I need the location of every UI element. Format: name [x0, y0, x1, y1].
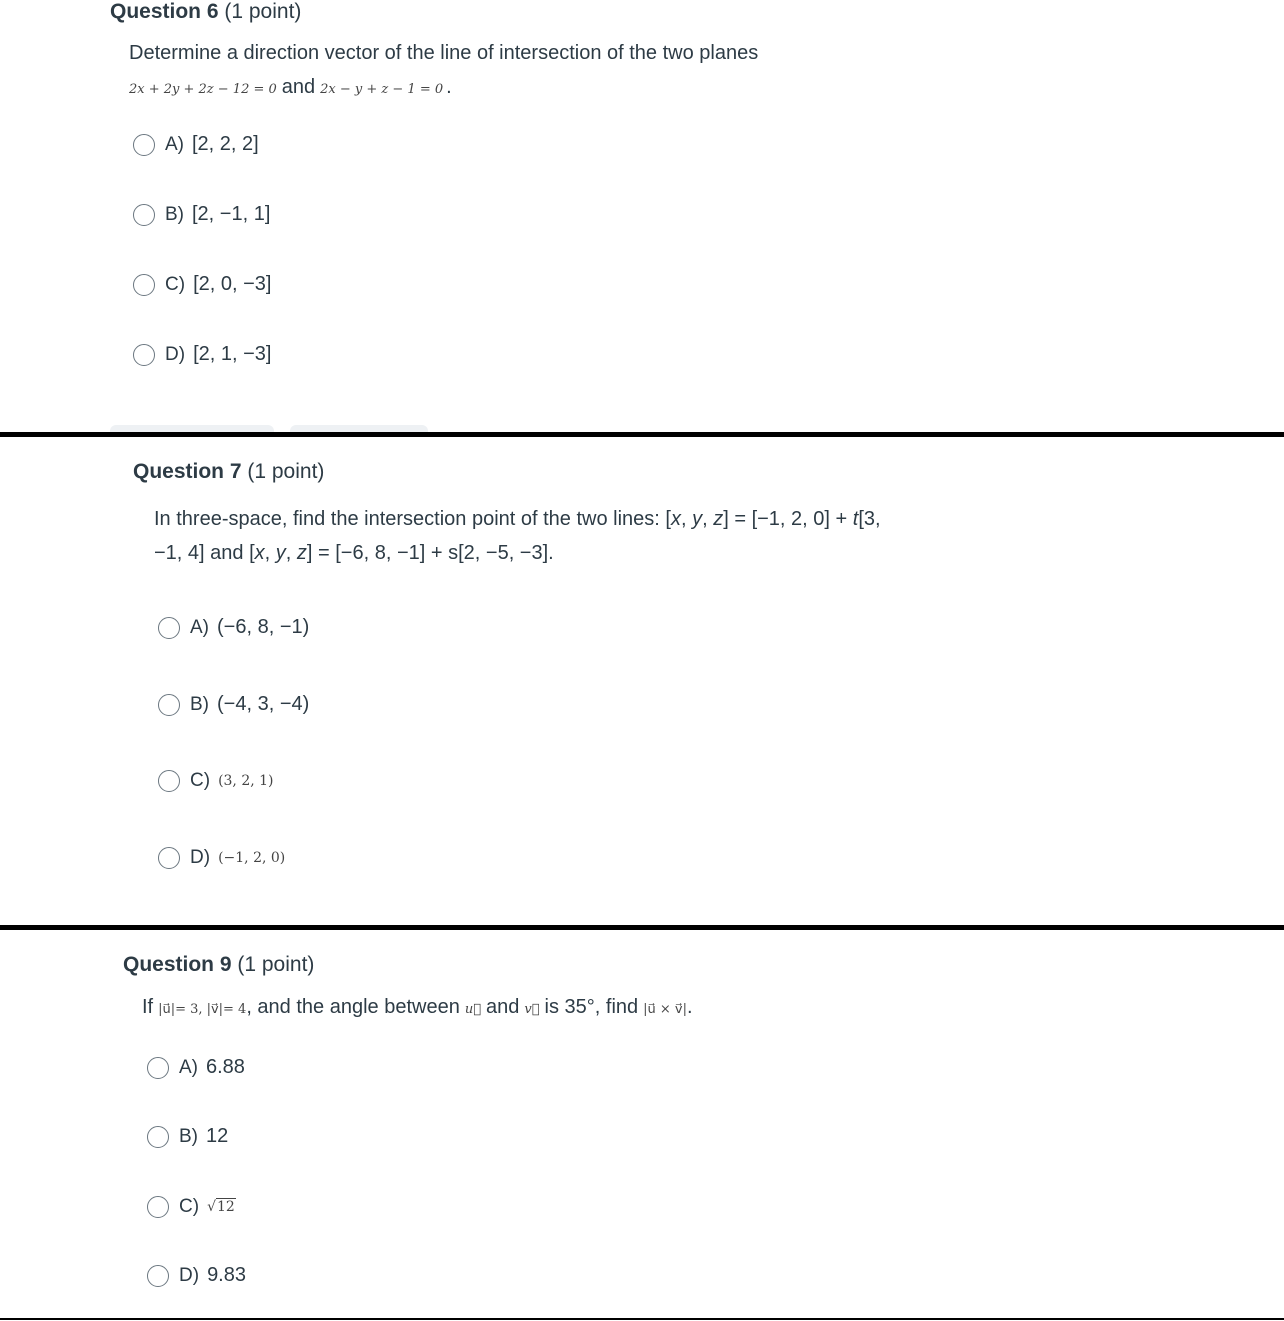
option-letter: B)	[190, 693, 209, 715]
section-divider	[0, 432, 1284, 437]
radio-button[interactable]	[147, 1057, 169, 1079]
q9-v-magnitude: |v⃗|= 4	[206, 1002, 247, 1017]
radio-button[interactable]	[147, 1196, 169, 1218]
option-letter: D)	[179, 1264, 200, 1286]
q7-var: x	[670, 508, 681, 530]
q9-u-magnitude: |u⃗|= 3,	[158, 1002, 203, 1017]
q6-prompt	[129, 36, 758, 70]
sqrt-symbol: √	[207, 1199, 216, 1215]
q6-equations	[129, 70, 452, 104]
q7-prompt-line2	[154, 536, 1034, 570]
q9-mid-text: , and the angle between	[246, 996, 460, 1018]
q9-v-vector: v⃗	[524, 1002, 540, 1017]
option-value: 12	[206, 1125, 229, 1147]
option-value: (−6, 8, −1)	[217, 616, 310, 638]
radio-button[interactable]	[158, 617, 180, 639]
q9-option-c[interactable]	[147, 1196, 236, 1218]
radio-button[interactable]	[158, 694, 180, 716]
q7-var: y	[275, 542, 286, 564]
q7-option-a[interactable]	[158, 616, 309, 639]
q7-var: y	[692, 508, 703, 530]
radio-button[interactable]	[147, 1126, 169, 1148]
q9-tail-text: is 35°, find	[544, 996, 639, 1018]
q6-and: and	[281, 76, 316, 98]
q7-text: ] = [−1, 2, 0] +	[723, 508, 853, 530]
q9-option-d[interactable]	[147, 1264, 246, 1287]
radio-button[interactable]	[133, 274, 155, 296]
q7-option-d[interactable]	[158, 847, 285, 869]
option-letter: D)	[165, 343, 186, 365]
q9-title	[123, 953, 314, 977]
radio-button[interactable]	[133, 134, 155, 156]
q6-title-points: (1 point)	[224, 0, 302, 23]
q7-text: ,	[702, 508, 714, 530]
q9-u-vector: u⃗	[464, 1002, 482, 1017]
option-value: (−4, 3, −4)	[217, 693, 310, 715]
option-value: (−1, 2, 0)	[218, 850, 286, 866]
q7-text: ] = [−6, 8, −1] + s[2, −5, −3].	[306, 542, 554, 564]
q7-title-number: Question 7	[133, 460, 242, 483]
q7-var: x	[254, 542, 265, 564]
q7-text: −1, 4] and [	[154, 542, 255, 564]
q6-plane2: 2x − y + z − 1 = 0	[320, 82, 444, 97]
q7-text: [3,	[858, 508, 881, 530]
q9-cross-product: |u⃗ × v⃗|	[643, 1002, 688, 1017]
q7-var: z	[296, 542, 307, 564]
option-value: [2, 0, −3]	[193, 273, 272, 295]
q6-option-d[interactable]	[133, 343, 271, 366]
q6-prompt-text: Determine a direction vector of the line of intersection of the two planes	[129, 42, 759, 64]
radio-button[interactable]	[133, 204, 155, 226]
option-letter: A)	[179, 1056, 198, 1078]
q9-title-points: (1 point)	[237, 953, 315, 976]
q9-and: and	[486, 996, 520, 1018]
option-letter: A)	[190, 616, 209, 638]
option-value: [2, 1, −3]	[193, 343, 272, 365]
q9-option-b[interactable]	[147, 1125, 228, 1148]
section-divider	[0, 1318, 1284, 1320]
option-letter: B)	[179, 1125, 198, 1147]
q6-option-a[interactable]	[133, 133, 259, 156]
q6-title	[110, 0, 301, 24]
q7-var: t	[852, 508, 859, 530]
q9-if: If	[142, 996, 154, 1018]
radio-button[interactable]	[158, 770, 180, 792]
q7-prompt	[154, 502, 1034, 570]
radio-button[interactable]	[147, 1265, 169, 1287]
q7-text: ,	[285, 542, 297, 564]
q7-option-c[interactable]	[158, 770, 274, 792]
q7-text: In three-space, find the intersection point of the two lines: [	[154, 508, 671, 530]
option-letter: C)	[165, 273, 186, 295]
q7-option-b[interactable]	[158, 693, 309, 716]
sqrt-expression	[207, 1199, 236, 1215]
option-value: 6.88	[206, 1056, 245, 1078]
q6-plane1: 2x + 2y + 2z − 12 = 0	[129, 82, 277, 97]
option-letter: A)	[165, 133, 184, 155]
option-value: 12	[216, 1199, 235, 1215]
option-letter: C)	[190, 770, 211, 791]
option-letter: C)	[179, 1196, 200, 1217]
section-divider	[0, 925, 1284, 930]
q7-var: z	[713, 508, 724, 530]
q9-option-a[interactable]	[147, 1056, 245, 1079]
q9-prompt	[142, 990, 693, 1024]
q9-end: .	[687, 996, 693, 1018]
option-value: [2, 2, 2]	[192, 133, 259, 155]
q6-option-c[interactable]	[133, 273, 271, 296]
option-letter: D)	[190, 847, 211, 868]
q7-text: ,	[680, 508, 693, 530]
q6-end: .	[446, 76, 452, 98]
q9-title-number: Question 9	[123, 953, 232, 976]
radio-button[interactable]	[133, 344, 155, 366]
option-letter: B)	[165, 203, 184, 225]
option-value: (3, 2, 1)	[218, 773, 274, 789]
radio-button[interactable]	[158, 847, 180, 869]
q6-title-number: Question 6	[110, 0, 219, 23]
q7-title-points: (1 point)	[247, 460, 325, 483]
option-value: [2, −1, 1]	[192, 203, 271, 225]
q7-prompt-line1	[154, 502, 1034, 536]
q7-text: ,	[264, 542, 276, 564]
q6-option-b[interactable]	[133, 203, 270, 226]
option-value: 9.83	[207, 1264, 246, 1286]
q7-title	[133, 460, 324, 484]
